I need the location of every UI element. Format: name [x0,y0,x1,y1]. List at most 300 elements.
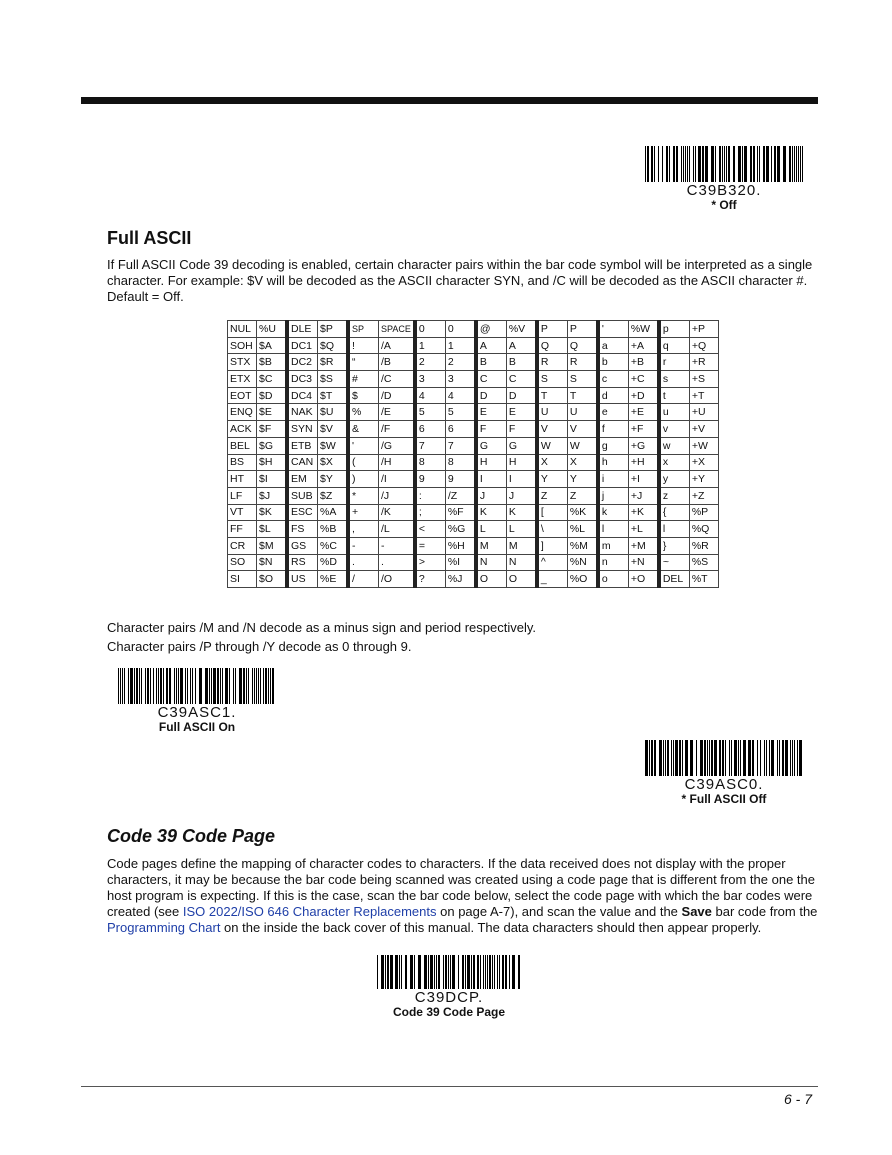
table-cell: $Q [318,337,349,354]
table-cell: 0 [415,321,446,338]
table-cell: [ [537,504,568,521]
table-cell: %L [567,521,598,538]
table-cell: Q [567,337,598,354]
table-cell: SOH [228,337,257,354]
table-cell: %V [506,321,537,338]
table-cell: > [415,554,446,571]
table-cell: SI [228,571,257,588]
table-cell: $G [257,437,288,454]
table-cell: SUB [287,487,318,504]
table-cell: $ [348,387,379,404]
table-row [228,471,719,488]
table-cell: $A [257,337,288,354]
table-cell: l [659,521,690,538]
table-cell: /D [379,387,415,404]
table-cell: B [476,354,507,371]
table-cell: 4 [415,387,446,404]
table-cell: h [598,454,629,471]
table-cell: D [476,387,507,404]
table-cell: U [567,404,598,421]
table-cell: DC3 [287,371,318,388]
table-cell: ] [537,537,568,554]
table-cell: +Y [689,471,718,488]
full-ascii-table [227,320,719,588]
table-cell: DEL [659,571,690,588]
table-row [228,537,719,554]
table-cell: P [567,321,598,338]
table-cell: A [476,337,507,354]
table-cell: %G [445,521,476,538]
table-cell: y [659,471,690,488]
table-cell: _ [537,571,568,588]
table-cell: d [598,387,629,404]
table-cell: +X [689,454,718,471]
table-cell: ) [348,471,379,488]
table-cell: j [598,487,629,504]
table-cell: p [659,321,690,338]
barcode-label: Code 39 Code Page [392,1005,506,1019]
table-cell: L [506,521,537,538]
table-cell: /G [379,437,415,454]
barcode-off[interactable] [643,146,805,212]
table-cell: %N [567,554,598,571]
table-cell: $B [257,354,288,371]
table-cell: u [659,404,690,421]
table-cell: EM [287,471,318,488]
table-cell: E [476,404,507,421]
table-cell: %T [689,571,718,588]
table-cell: FS [287,521,318,538]
table-cell: BS [228,454,257,471]
barcode-code-page[interactable] [375,955,523,1019]
table-cell: HT [228,471,257,488]
table-cell: %M [567,537,598,554]
table-cell: $S [318,371,349,388]
table-cell: SPACE [379,321,415,338]
table-cell: $I [257,471,288,488]
table-cell: %A [318,504,349,521]
table-cell: ; [415,504,446,521]
table-cell: FF [228,521,257,538]
table-cell: BEL [228,437,257,454]
table-cell: $U [318,404,349,421]
table-cell: SP [348,321,379,338]
table-cell: CAN [287,454,318,471]
table-cell: “ [348,354,379,371]
table-cell: * [348,487,379,504]
table-cell: R [567,354,598,371]
table-cell: 8 [415,454,446,471]
table-cell: X [537,454,568,471]
table-cell: A [506,337,537,354]
table-cell: ENQ [228,404,257,421]
table-row [228,554,719,571]
table-cell: SYN [287,421,318,438]
table-cell: NAK [287,404,318,421]
barcode-code: C39B320. [686,182,762,199]
table-cell: , [348,521,379,538]
table-cell: DLE [287,321,318,338]
table-cell: %J [445,571,476,588]
table-cell: 1 [445,337,476,354]
table-cell: C [506,371,537,388]
table-cell: /O [379,571,415,588]
table-cell: $N [257,554,288,571]
barcode-code: C39ASC0. [684,776,764,793]
table-cell: +S [689,371,718,388]
table-cell: S [567,371,598,388]
table-cell: Y [537,471,568,488]
table-row [228,521,719,538]
table-cell: RS [287,554,318,571]
table-cell: %H [445,537,476,554]
table-cell: CR [228,537,257,554]
table-row [228,321,719,338]
table-cell: $H [257,454,288,471]
table-cell: S [537,371,568,388]
table-cell: q [659,337,690,354]
table-cell: 4 [445,387,476,404]
table-cell: k [598,504,629,521]
table-row [228,437,719,454]
table-cell: $T [318,387,349,404]
table-cell: +F [628,421,659,438]
table-cell: C [476,371,507,388]
top-rule [81,97,818,104]
table-cell: U [537,404,568,421]
table-cell: +I [628,471,659,488]
table-cell: N [506,554,537,571]
barcode-full-ascii-off[interactable] [643,740,805,806]
table-cell: +V [689,421,718,438]
table-cell: %Q [689,521,718,538]
table-row [228,387,719,404]
table-row [228,421,719,438]
full-ascii-paragraph: If Full ASCII Code 39 decoding is enabled, certain character pairs within the bar code symbol will be interpreted as a single character. For example: $V will be decoded as the ASCII character SYN, and /C will be decoded as the ASCII character #. Default = Off. [107,257,813,304]
table-cell: DC2 [287,354,318,371]
table-cell: %P [689,504,718,521]
table-cell: %O [567,571,598,588]
table-cell: # [348,371,379,388]
table-cell: ' [598,321,629,338]
table-cell: %W [628,321,659,338]
table-cell: %E [318,571,349,588]
table-cell: $K [257,504,288,521]
table-cell: Y [567,471,598,488]
barcode-image [375,955,523,989]
table-cell: 9 [445,471,476,488]
table-cell: - [348,537,379,554]
table-cell: ( [348,454,379,471]
table-cell: $V [318,421,349,438]
table-cell: o [598,571,629,588]
barcode-image [116,668,278,704]
table-cell: %K [567,504,598,521]
table-cell: W [537,437,568,454]
table-cell: ACK [228,421,257,438]
table-cell: c [598,371,629,388]
table-cell: P [537,321,568,338]
table-cell: : [415,487,446,504]
table-cell: W [567,437,598,454]
table-cell: - [379,537,415,554]
table-cell: %U [257,321,288,338]
table-cell: H [506,454,537,471]
table-cell: @ [476,321,507,338]
table-cell: z [659,487,690,504]
table-cell: J [476,487,507,504]
table-cell: O [506,571,537,588]
table-cell: G [476,437,507,454]
barcode-label: * Off [711,198,737,212]
barcode-code: C39ASC1. [157,704,237,721]
table-cell: +G [628,437,659,454]
table-cell: /K [379,504,415,521]
table-cell: /Z [445,487,476,504]
table-cell: /J [379,487,415,504]
table-cell: +Z [689,487,718,504]
table-cell: Q [537,337,568,354]
table-cell: V [567,421,598,438]
table-cell: v [659,421,690,438]
table-cell: D [506,387,537,404]
table-cell: %C [318,537,349,554]
table-cell: ETX [228,371,257,388]
table-row [228,571,719,588]
table-cell: %R [689,537,718,554]
table-cell: +J [628,487,659,504]
table-cell: 2 [445,354,476,371]
table-cell: %F [445,504,476,521]
programming-chart-link[interactable]: Programming Chart [107,920,221,935]
table-cell: 5 [415,404,446,421]
table-cell: ? [415,571,446,588]
table-cell: R [537,354,568,371]
barcode-image [643,740,805,776]
table-cell: DC1 [287,337,318,354]
table-cell: /H [379,454,415,471]
table-cell: n [598,554,629,571]
table-cell: 6 [415,421,446,438]
page-number: 6 - 7 [783,1091,812,1107]
table-cell: 3 [415,371,446,388]
table-cell: f [598,421,629,438]
table-cell: L [476,521,507,538]
table-cell: +A [628,337,659,354]
table-cell: 3 [445,371,476,388]
text-part: on the inside the back cover of this manual. The data characters should then appear properly. [220,920,762,935]
table-row [228,404,719,421]
table-cell: +L [628,521,659,538]
table-cell: +R [689,354,718,371]
table-cell: O [476,571,507,588]
table-cell: %B [318,521,349,538]
table-cell: ESC [287,504,318,521]
table-cell: 7 [415,437,446,454]
table-cell: +B [628,354,659,371]
table-cell: +M [628,537,659,554]
table-cell: SO [228,554,257,571]
table-cell: F [476,421,507,438]
full-ascii-heading: Full ASCII [107,228,192,248]
table-cell: $F [257,421,288,438]
bottom-rule [81,1086,818,1087]
table-cell: $D [257,387,288,404]
table-cell: & [348,421,379,438]
table-cell: VT [228,504,257,521]
table-cell: V [537,421,568,438]
table-cell: /E [379,404,415,421]
table-cell: . [379,554,415,571]
text-part: bar code from the [711,904,818,919]
table-cell: . [348,554,379,571]
table-cell: US [287,571,318,588]
table-cell: +N [628,554,659,571]
table-cell: /F [379,421,415,438]
table-cell: /L [379,521,415,538]
table-cell: $Y [318,471,349,488]
table-cell: Z [567,487,598,504]
table-cell: w [659,437,690,454]
table-cell: +O [628,571,659,588]
table-row [228,454,719,471]
table-cell: $J [257,487,288,504]
table-cell: ! [348,337,379,354]
table-cell: } [659,537,690,554]
table-cell: 5 [445,404,476,421]
barcode-full-ascii-on[interactable] [116,668,278,734]
table-cell: 8 [445,454,476,471]
table-cell: $X [318,454,349,471]
table-cell: m [598,537,629,554]
table-cell: s [659,371,690,388]
table-row [228,504,719,521]
table-cell: < [415,521,446,538]
table-cell: 6 [445,421,476,438]
table-cell: T [567,387,598,404]
table-cell: K [506,504,537,521]
code-page-paragraph [107,856,819,936]
table-cell: 7 [445,437,476,454]
table-cell: NUL [228,321,257,338]
table-cell: +T [689,387,718,404]
table-cell: ~ [659,554,690,571]
table-row [228,371,719,388]
table-row [228,487,719,504]
table-cell: /A [379,337,415,354]
table-row [228,354,719,371]
save-bold: Save [681,904,712,919]
table-cell: b [598,354,629,371]
table-cell: %D [318,554,349,571]
table-cell: a [598,337,629,354]
table-cell: G [506,437,537,454]
iso-replacements-link[interactable]: ISO 2022/ISO 646 Character Replacements [182,904,437,919]
table-cell: GS [287,537,318,554]
table-cell: M [476,537,507,554]
table-cell: Z [537,487,568,504]
table-cell: /C [379,371,415,388]
table-cell: M [506,537,537,554]
table-cell: t [659,387,690,404]
barcode-code: C39DCP. [414,989,484,1006]
table-cell: $M [257,537,288,554]
table-cell: $W [318,437,349,454]
table-cell: r [659,354,690,371]
table-row [228,337,719,354]
note-digits: Character pairs /P through /Y decode as 0 through 9. [107,639,412,654]
table-cell: +H [628,454,659,471]
table-cell: $C [257,371,288,388]
table-cell: J [506,487,537,504]
table-cell: % [348,404,379,421]
table-cell: ^ [537,554,568,571]
table-cell: $O [257,571,288,588]
table-cell: STX [228,354,257,371]
table-cell: 2 [415,354,446,371]
table-cell: DC4 [287,387,318,404]
table-cell: K [476,504,507,521]
table-cell: F [506,421,537,438]
note-minus-period: Character pairs /M and /N decode as a minus sign and period respectively. [107,620,536,635]
barcode-image [643,146,805,182]
table-cell: /B [379,354,415,371]
table-cell: +W [689,437,718,454]
table-cell: $Z [318,487,349,504]
table-cell: H [476,454,507,471]
table-cell: +E [628,404,659,421]
table-cell: / [348,571,379,588]
code-page-heading: Code 39 Code Page [107,826,276,846]
table-cell: $R [318,354,349,371]
table-cell: 9 [415,471,446,488]
table-cell: I [476,471,507,488]
table-cell: $E [257,404,288,421]
table-cell: $P [318,321,349,338]
table-cell: N [476,554,507,571]
table-cell: X [567,454,598,471]
barcode-label: Full ASCII On [158,720,236,734]
table-cell: +U [689,404,718,421]
table-cell: \ [537,521,568,538]
table-cell: 0 [445,321,476,338]
table-cell: B [506,354,537,371]
table-cell: +Q [689,337,718,354]
table-cell: x [659,454,690,471]
table-cell: { [659,504,690,521]
text-part: Code pages define the mapping of character codes to characters. If the data received does not display with the proper characters, it may be because the bar code being scanned was created using a code page that is different from the one the host program is expecting. If this is the case, scan the bar code below, select the code page with which the bar codes were created (see [107,856,815,919]
table-cell: T [537,387,568,404]
table-cell: E [506,404,537,421]
text-part: on page A-7), and scan the value and the [436,904,682,919]
table-cell: + [348,504,379,521]
table-cell: +P [689,321,718,338]
table-cell: +C [628,371,659,388]
table-cell: EOT [228,387,257,404]
table-cell: +K [628,504,659,521]
table-cell: %S [689,554,718,571]
table-cell: I [506,471,537,488]
table-cell: l [598,521,629,538]
table-cell: /I [379,471,415,488]
table-cell: ' [348,437,379,454]
table-cell: $L [257,521,288,538]
table-cell: g [598,437,629,454]
table-cell: 1 [415,337,446,354]
table-cell: e [598,404,629,421]
table-cell: LF [228,487,257,504]
table-cell: = [415,537,446,554]
